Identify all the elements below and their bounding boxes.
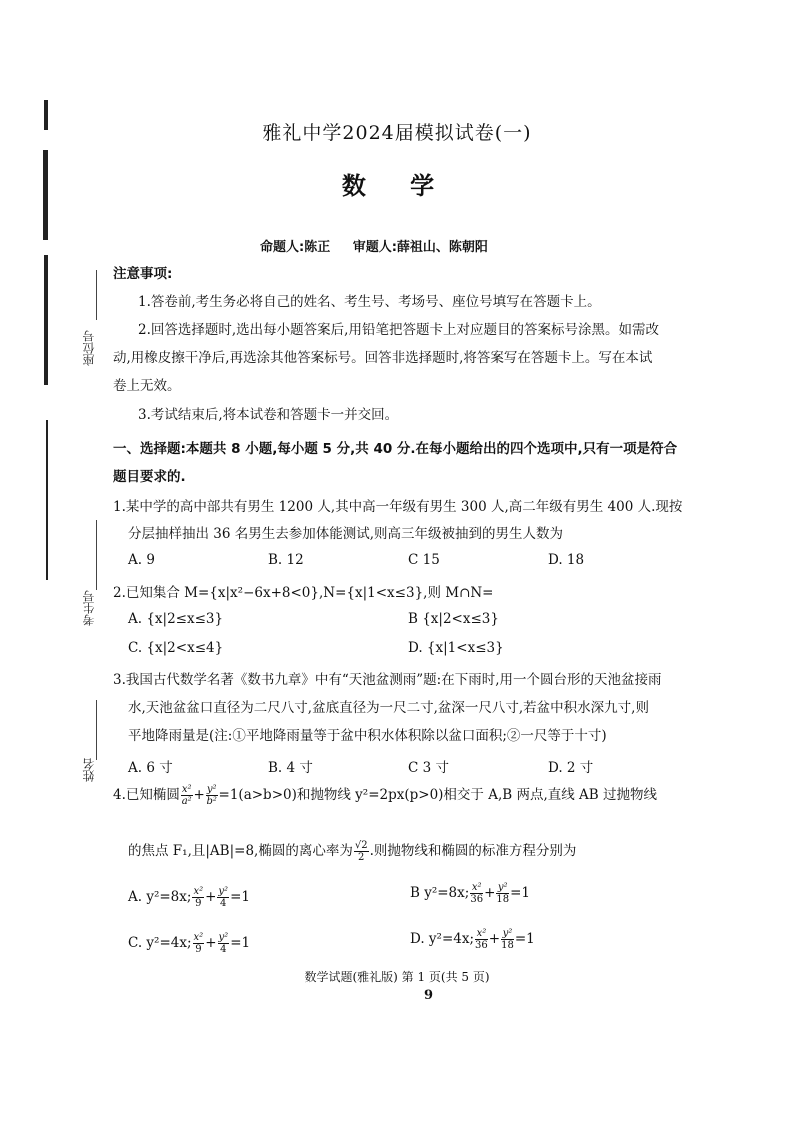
q1-stem-cont: 分层抽样抽出 36 名男生去参加体能测试,则高三年级被抽到的男生人数为: [128, 526, 564, 542]
exam-no-label: 考生号: [82, 590, 96, 626]
fraction: [496, 882, 509, 905]
option-prefix: C. y²=4x;: [128, 935, 192, 951]
note-item: 卷上无效。: [113, 378, 181, 394]
seat-line: [96, 270, 97, 320]
exam-title: 雅礼中学2024届模拟试卷(一): [262, 122, 532, 144]
fraction-denominator: 18: [501, 940, 514, 951]
q4-option-d: [410, 928, 535, 951]
fraction-denominator: 2: [358, 852, 365, 863]
fraction-numerator: x²: [193, 886, 204, 897]
fraction: [192, 886, 204, 909]
q1-option-a: A. 9: [128, 552, 155, 568]
name-line: [96, 700, 97, 760]
q3-option-a: A. 6 寸: [128, 760, 173, 776]
section-heading-cont: 题目要求的.: [113, 469, 186, 485]
q3-option-c: C 3 寸: [408, 760, 450, 776]
option-prefix: B y²=8x;: [410, 885, 470, 901]
q3-stem-cont: 平地降雨量是(注:①平地降雨量等于盆中积水体积除以盆口面积;②一尺等于十寸): [128, 728, 607, 744]
name-label: 姓名: [82, 758, 96, 782]
fraction-numerator: y²: [497, 882, 508, 893]
footer-mark: 9: [424, 988, 434, 1003]
option-prefix: D. y²=4x;: [410, 931, 475, 947]
fraction: [193, 932, 205, 955]
plus-sign: +: [484, 885, 496, 901]
fraction: [475, 928, 488, 951]
note-item: 3.考试结束后,将本试卷和答题卡一并交回。: [138, 407, 399, 423]
plus-sign: +: [193, 787, 205, 803]
fraction-numerator: √2: [354, 840, 368, 851]
scan-mark: [44, 255, 48, 385]
q2-option-d: D. {x|1<x≤3}: [408, 640, 504, 656]
q4-option-c: [128, 932, 250, 955]
fraction-numerator: x²: [193, 932, 204, 943]
fraction: [217, 886, 229, 909]
q4-option-b: [410, 882, 530, 905]
fraction-denominator: 9: [195, 944, 202, 955]
ellipse-fraction-y: [206, 784, 218, 807]
note-item: 2.回答选择题时,选出每小题答案后,用铅笔把答题卡上对应题目的答案标号涂黑。如需改: [138, 322, 659, 338]
exam-no-line: [96, 520, 97, 590]
q3-option-b: B. 4 寸: [268, 760, 313, 776]
note-item: 1.答卷前,考生务必将自己的姓名、考生号、考场号、座位号填写在答题卡上。: [138, 294, 601, 310]
q4-part2: =1(a>b>0)和抛物线 y²=2px(p>0)相交于 A,B 两点,直线 AB 过抛物线: [218, 787, 658, 803]
seat-label: 座位号: [82, 330, 96, 366]
fraction-numerator: y²: [218, 886, 229, 897]
ellipse-fraction-x: [181, 784, 193, 807]
option-prefix: A. y²=8x;: [128, 889, 192, 905]
q2-option-c: C. {x|2<x≤4}: [128, 640, 224, 656]
fraction-denominator: 9: [195, 898, 202, 909]
q1-option-b: B. 12: [268, 552, 304, 568]
q4-part1: 4.已知椭圆: [113, 787, 180, 803]
notes-heading: 注意事项:: [113, 266, 173, 282]
q4-part4: .则抛物线和椭圆的标准方程分别为: [369, 843, 577, 859]
q1-stem: 1.某中学的高中部共有男生 1200 人,其中高一年级有男生 300 人,高二年级有男生 400 人.现按: [113, 499, 683, 515]
fraction: [501, 928, 514, 951]
section-heading: 一、选择题:本题共 8 小题,每小题 5 分,共 40 分.在每小题给出的四个选项中,只有一项是符合: [113, 441, 678, 457]
page-footer: 数学试题(雅礼版) 第 1 页(共 5 页): [304, 970, 490, 984]
reviewer: 审题人:薛祖山、陈朝阳: [352, 240, 488, 255]
fraction-numerator: x²: [471, 882, 482, 893]
option-suffix: =1: [230, 889, 250, 905]
eccentricity-fraction: [354, 840, 369, 863]
subject-title: 数 学: [341, 171, 453, 200]
fraction-denominator: 4: [220, 944, 227, 955]
q2-option-a: A. {x|2≤x≤3}: [128, 611, 224, 627]
fraction-denominator: 36: [470, 894, 484, 905]
fraction-numerator: x²: [476, 928, 487, 939]
q3-option-d: D. 2 寸: [548, 760, 594, 776]
q2-stem: 2.已知集合 M={x|x²−6x+8<0},N={x|1<x≤3},则 M∩N=: [113, 585, 494, 601]
fraction-numerator: y²: [206, 784, 217, 795]
q4-part3: 的焦点 F₁,且|AB|=8,椭圆的离心率为: [128, 843, 353, 859]
setter: 命题人:陈正: [260, 240, 331, 255]
q3-stem: 3.我国古代数学名著《数书九章》中有“天池盆测雨”题:在下雨时,用一个圆台形的天池盆接雨: [113, 672, 662, 688]
plus-sign: +: [205, 889, 217, 905]
fraction-denominator: b²: [206, 796, 217, 807]
fraction-numerator: y²: [218, 932, 229, 943]
option-suffix: =1: [510, 885, 531, 901]
q3-stem-cont: 水,天池盆盆口直径为二尺八寸,盆底直径为一尺二寸,盆深一尺八寸,若盆中积水深九寸,则: [128, 700, 649, 716]
fraction-denominator: 4: [220, 898, 227, 909]
fraction: [470, 882, 483, 905]
note-item: 动,用橡皮擦干净后,再选涂其他答案标号。回答非选择题时,将答案写在答题卡上。写在本试: [113, 350, 653, 366]
fraction: [218, 932, 230, 955]
plus-sign: +: [488, 931, 501, 947]
option-suffix: =1: [514, 931, 535, 947]
q4-option-a: [128, 886, 250, 909]
fraction-numerator: y²: [502, 928, 513, 939]
plus-sign: +: [205, 935, 217, 951]
fraction-denominator: 36: [475, 940, 488, 951]
fraction-denominator: 18: [496, 894, 510, 905]
q1-option-d: D. 18: [548, 552, 585, 568]
q4-stem: [113, 784, 657, 807]
q4-stem-cont: [128, 840, 576, 863]
fraction-denominator: a²: [181, 796, 192, 807]
authors: [260, 236, 506, 255]
q2-option-b: B {x|2<x≤3}: [408, 611, 499, 627]
fraction-numerator: x²: [181, 784, 192, 795]
scan-mark: [46, 420, 48, 580]
option-suffix: =1: [230, 935, 251, 951]
q1-option-c: C 15: [408, 552, 440, 568]
